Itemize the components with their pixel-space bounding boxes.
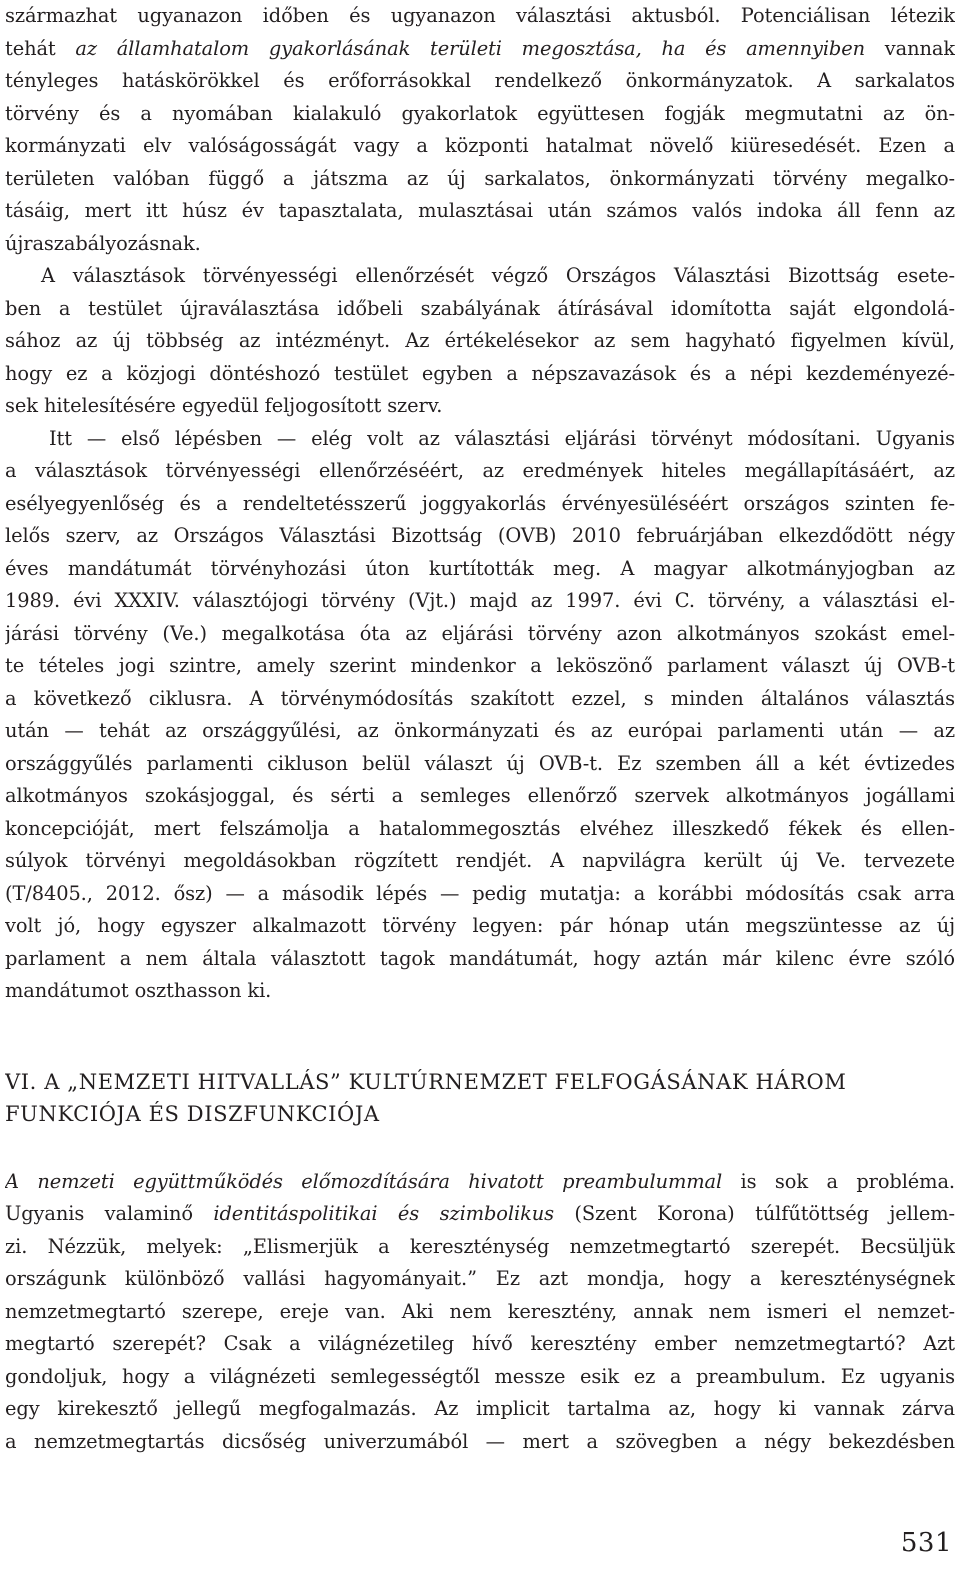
para1-line	[5, 33, 955, 66]
text-run: megtartó szerepét? Csak a világnézetileg hívő keresztény ember nemzetmegtartó? Azt	[5, 1332, 955, 1355]
text-run: a választások törvényességi ellenőrzéséért, az eredmények hiteles megállapításáért, az	[5, 459, 955, 482]
para2-line	[5, 358, 955, 391]
paragraph-3	[5, 423, 955, 1008]
text-run: újraszabályozásnak.	[5, 231, 201, 255]
text-run: a következő ciklusra. A törvénymódosítás szakított ezzel, s minden általános választás	[5, 686, 955, 710]
para1-line	[5, 163, 955, 196]
page-number: 531	[900, 1528, 952, 1558]
para4-line	[5, 1426, 955, 1459]
para3-line	[5, 423, 955, 456]
italic-run: az államhatalom gyakorlásának területi megosztása, ha és amennyiben	[75, 36, 866, 60]
text-run: (Szent Korona) túlfűtöttség jellem-	[553, 1202, 955, 1225]
text-run: gondoljuk, hogy a világnézeti semlegességtől messze esik ez a preambulum. Ez ugyanis	[5, 1364, 955, 1388]
text-run: a nemzetmegtartás dicsőség univerzumából — mert a szövegben a négy bekezdésben	[5, 1429, 955, 1453]
text-run: országunk különböző vallási hagyományait.” Ez azt mondja, hogy a kereszténységnek	[5, 1267, 955, 1290]
text-run: ben a testület újraválasztása időbeli szabályának átírásával idomította saját elgondolá-	[5, 296, 955, 320]
text-run: parlament a nem általa választott tagok mandátumát, hogy aztán már kilenc évre szóló	[5, 946, 955, 970]
para3-line	[5, 553, 955, 586]
paragraph-4	[5, 1166, 955, 1459]
para3-line	[5, 715, 955, 748]
text-run: vannak	[865, 36, 955, 60]
text-run: tásáig, mert itt húsz év tapasztalata, mulasztásai után számos valós indoka áll fenn az	[5, 199, 955, 222]
text-run: A választások törvényességi ellenőrzését végző Országos Választási Bizottság esete-	[41, 264, 955, 287]
text-run: tényleges hatáskörökkel és erőforrásokkal rendelkező önkormányzatok. A sarkalatos	[5, 69, 955, 92]
text-run: nemzetmegtartó szerepe, ereje van. Aki nem keresztény, annak nem ismeri el nemzet-	[5, 1299, 955, 1323]
para3-line	[5, 683, 955, 716]
text-run: kormányzati elv valóságosságát vagy a központi hatalmat növelő kiüresedését. Ezen a	[5, 134, 955, 157]
heading-gap	[5, 1131, 955, 1166]
text-run: zi. Nézzük, melyek: „Elismerjük a kereszténység nemzetmegtartó szerepét. Becsüljük	[5, 1234, 955, 1258]
section-gap	[5, 1008, 955, 1066]
text-run: volt jó, hogy egyszer alkalmazott törvény legyen: pár hónap után megszüntesse az új	[5, 914, 955, 937]
text-run: törvény és a nyomában kialakuló gyakorlatok együttesen fogják megmutatni az ön-	[5, 101, 955, 125]
text-run: országgyűlés parlamenti cikluson belül választ új OVB-t. Ez szemben áll a két évtizedes	[5, 751, 955, 775]
paragraph-1	[5, 0, 955, 260]
para3-line	[5, 780, 955, 813]
para3-line	[5, 455, 955, 488]
text-run: is sok a probléma.	[722, 1169, 955, 1193]
text-run: mandátumot oszthasson ki.	[5, 979, 272, 1002]
para2-line	[5, 325, 955, 358]
text-run: származhat ugyanazon időben és ugyanazon választási aktusból. Potenciálisan létezik	[5, 4, 955, 27]
text-run: járási törvény (Ve.) megalkotása óta az eljárási törvény azon alkotmányos szokást emel-	[5, 621, 955, 645]
para3-line	[5, 910, 955, 943]
para2-line	[5, 293, 955, 326]
para4-line	[5, 1361, 955, 1394]
para4-line	[5, 1296, 955, 1329]
heading-line-2: FUNKCIÓJA ÉS DISZFUNKCIÓJA	[5, 1102, 380, 1126]
text-run: te tételes jogi szintre, amely szerint mindenkor a leköszönő parlament választ új OVB-t	[5, 654, 955, 677]
para3-line	[5, 975, 955, 1008]
text-column	[5, 0, 955, 1458]
para2-line	[5, 390, 955, 423]
text-run: Itt — első lépésben — elég volt az választási eljárási törvényt módosítani. Ugyanis	[49, 426, 955, 450]
para4-line	[5, 1393, 955, 1426]
para2-line	[5, 260, 955, 293]
para3-line	[5, 748, 955, 781]
text-run: után — tehát az országgyűlési, az önkormányzati és az európai parlamenti után — az	[5, 719, 955, 742]
para3-line	[5, 878, 955, 911]
para3-line	[5, 650, 955, 683]
para3-line	[5, 618, 955, 651]
text-run: éves mandátumát törvényhozási úton kurtították meg. A magyar alkotmányjogban az	[5, 556, 955, 580]
text-run: 1989. évi XXXIV. választójogi törvény (Vjt.) majd az 1997. évi C. törvény, a választási el-	[5, 589, 955, 612]
text-run: sához az új többség az intézményt. Az értékelésekor az sem hagyható figyelmen kívül,	[5, 329, 955, 352]
text-run: (T/8405., 2012. ősz) — a második lépés — pedig mutatja: a korábbi módosítás csak arra	[5, 881, 955, 905]
text-run: alkotmányos szokásjoggal, és sérti a semleges ellenőrző szervek alkotmányos jogállami	[5, 784, 955, 807]
italic-run: A nemzeti együttműködés előmozdítására hivatott preambulummal	[5, 1169, 723, 1193]
section-heading	[5, 1066, 955, 1131]
text-run: tehát	[5, 36, 76, 60]
text-run: súlyok törvényi megoldásokban rögzített rendjét. A napvilágra került új Ve. tervezete	[5, 849, 955, 872]
para1-line	[5, 195, 955, 228]
italic-run: identitáspolitikai és szimbolikus	[213, 1202, 554, 1225]
para4-line	[5, 1328, 955, 1361]
para3-line	[5, 845, 955, 878]
text-run: esélyegyenlőség és a rendeltetésszerű joggyakorlás érvényesüléséért országos szinten fe-	[5, 491, 955, 515]
paragraph-2	[5, 260, 955, 423]
text-run: területen valóban függő a játszma az új sarkalatos, önkormányzati törvény megalko-	[5, 166, 955, 190]
para1-line	[5, 228, 955, 261]
text-run: koncepcióját, mert felszámolja a hatalommegosztás elvéhez illeszkedő fékek és ellen-	[5, 816, 955, 840]
para4-line	[5, 1198, 955, 1231]
para3-line	[5, 585, 955, 618]
text-run: sek hitelesítésére egyedül feljogosított szerv.	[5, 394, 443, 417]
para3-line	[5, 943, 955, 976]
para1-line	[5, 0, 955, 33]
para1-line	[5, 65, 955, 98]
para4-line	[5, 1263, 955, 1296]
para3-line	[5, 488, 955, 521]
para3-line	[5, 520, 955, 553]
para3-line	[5, 813, 955, 846]
para4-line	[5, 1231, 955, 1264]
para1-line	[5, 130, 955, 163]
text-run: lelős szerv, az Országos Választási Bizottság (OVB) 2010 februárjában elkezdődött négy	[5, 524, 955, 547]
text-run: egy kirekesztő jellegű megfogalmazás. Az implicit tartalma az, hogy ki vannak zárva	[5, 1397, 955, 1420]
heading-line-1: VI. A „NEMZETI HITVALLÁS” KULTÚRNEMZET FELFOGÁSÁNAK HÁROM	[5, 1069, 847, 1094]
text-run: hogy ez a közjogi döntéshozó testület egyben a népszavazások és a népi kezdeményezé-	[5, 361, 955, 385]
para4-line	[5, 1166, 955, 1199]
para1-line	[5, 98, 955, 131]
text-run: Ugyanis valaminő	[5, 1202, 214, 1225]
